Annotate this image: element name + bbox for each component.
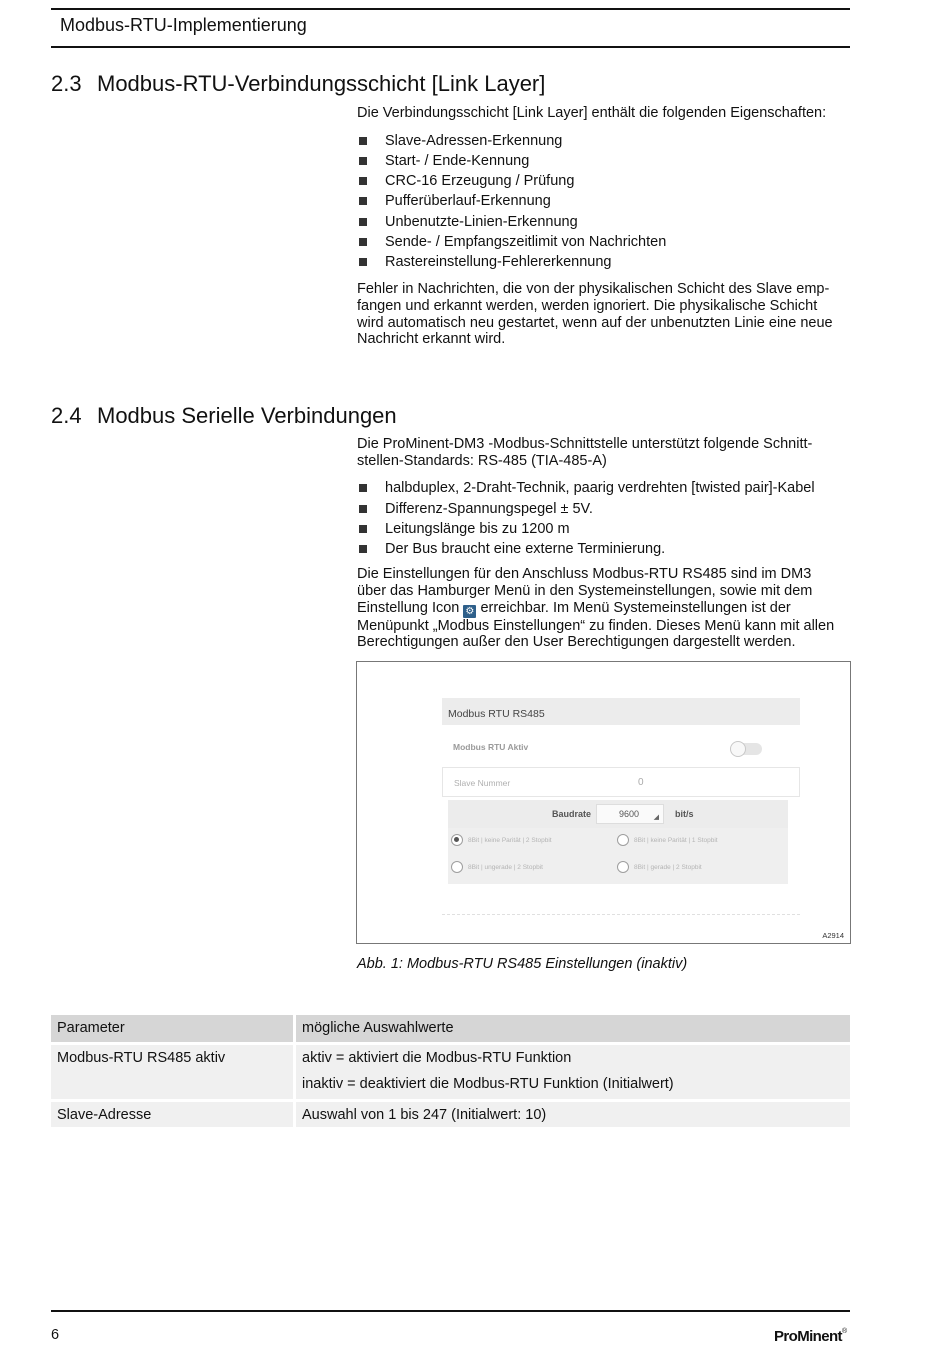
footer-rule xyxy=(51,1310,850,1312)
paragraph-line: über das Hamburger Menü in den Systemeinstellungen, sowie mit dem xyxy=(357,582,813,599)
logo-text: ProMinent xyxy=(774,1328,842,1345)
section-heading-2-4 xyxy=(51,403,397,429)
header-bottom-rule xyxy=(51,46,850,48)
option-label: 8Bit | keine Parität | 1 Stopbit xyxy=(634,837,718,844)
table-row xyxy=(51,1102,850,1127)
toggle-knob xyxy=(730,741,746,757)
table-row xyxy=(51,1045,850,1099)
gear-icon: ⚙ xyxy=(463,605,476,618)
value-line: Auswahl von 1 bis 247 (Initialwert: 10) xyxy=(302,1107,547,1123)
paragraph-line: Die Einstellungen für den Anschluss Modbus-RTU RS485 sind im DM3 xyxy=(357,566,812,583)
list-item: Differenz-Spannungspegel ± 5V. xyxy=(357,499,851,519)
radio-option-3[interactable] xyxy=(451,861,463,873)
cell-parameter xyxy=(51,1045,293,1099)
baudrate-value: 9600 xyxy=(619,809,640,819)
list-item: Rastereinstellung-Fehlererkennung xyxy=(357,252,851,272)
table-header-row xyxy=(51,1015,850,1042)
slave-number-label: Slave Nummer xyxy=(454,778,511,788)
header-label: Parameter xyxy=(57,1020,125,1036)
running-header-title: Modbus-RTU-Implementierung xyxy=(60,15,307,35)
active-label: Modbus RTU Aktiv xyxy=(453,742,529,752)
baudrate-label: Baudrate xyxy=(552,809,592,819)
cell-values xyxy=(296,1045,850,1099)
header-cell-values xyxy=(296,1015,850,1042)
radio-option-4[interactable] xyxy=(617,861,629,873)
radio-option-1[interactable] xyxy=(451,834,463,846)
header-label: mögliche Auswahlwerte xyxy=(302,1020,454,1036)
active-row xyxy=(442,732,800,762)
list-item: CRC-16 Erzeugung / Prüfung xyxy=(357,171,851,191)
caret-down-icon: ◢ xyxy=(653,814,659,821)
baudrate-unit: bit/s xyxy=(675,809,694,819)
parameter-name: Modbus-RTU RS485 aktiv xyxy=(57,1050,226,1066)
intro-paragraph xyxy=(357,436,851,469)
cell-parameter xyxy=(51,1102,293,1127)
baudrate-row xyxy=(448,800,788,828)
feature-list xyxy=(357,478,851,559)
slave-number-value: 0 xyxy=(638,777,644,788)
slave-number-field[interactable] xyxy=(442,767,800,797)
paragraph-line: fangen und erkannt werden, werden ignoriert. Die physikalische Schicht xyxy=(357,297,818,314)
paragraph-line: Berechtigungen außer den User Berechtigungen dargestellt werden. xyxy=(357,634,796,651)
settings-screenshot-figure xyxy=(356,661,851,944)
prominent-logo xyxy=(774,1328,847,1345)
section-number: 2.4 xyxy=(51,403,82,428)
value-line: aktiv = aktiviert die Modbus-RTU Funktion xyxy=(302,1050,572,1066)
page-number: 6 xyxy=(51,1327,60,1343)
header-top-rule xyxy=(51,8,850,10)
option-label: 8Bit | gerade | 2 Stopbit xyxy=(634,864,702,871)
value-line: inaktiv = deaktiviert die Modbus-RTU Funktion (Initialwert) xyxy=(302,1076,674,1092)
logo-registered-mark: ® xyxy=(841,1328,847,1335)
section-number: 2.3 xyxy=(51,71,82,96)
option-label: 8Bit | ungerade | 2 Stopbit xyxy=(468,864,543,871)
paragraph-line: Nachricht erkannt wird. xyxy=(357,331,506,348)
list-item: Pufferüberlauf-Erkennung xyxy=(357,191,851,211)
paragraph-line: wird automatisch neu gestartet, wenn auf der unbenutzten Linie eine neue xyxy=(357,314,833,331)
figure-caption: Abb. 1: Modbus-RTU RS485 Einstellungen (inaktiv) xyxy=(357,956,688,972)
list-item: Sende- / Empfangszeitlimit von Nachrichten xyxy=(357,232,851,252)
list-item: halbduplex, 2-Draht-Technik, paarig verdrehten [twisted pair]-Kabel xyxy=(357,478,851,498)
panel-title: Modbus RTU RS485 xyxy=(442,698,800,725)
paragraph-line: erreichbar. Im Menü Systemeinstellungen ist der xyxy=(480,599,791,616)
section-title: Modbus-RTU-Verbindungsschicht [Link Layer] xyxy=(97,71,546,96)
error-paragraph xyxy=(357,281,851,348)
section-title: Modbus Serielle Verbindungen xyxy=(97,403,397,428)
cell-values xyxy=(296,1102,850,1127)
parity-options xyxy=(448,828,788,884)
paragraph-line: Einstellung Icon xyxy=(357,599,460,616)
intro-paragraph: Die Verbindungsschicht [Link Layer] enthält die folgenden Eigenschaften: xyxy=(357,105,827,121)
baudrate-select[interactable] xyxy=(596,804,664,824)
list-item: Der Bus braucht eine externe Terminierung. xyxy=(357,539,851,559)
feature-list xyxy=(357,131,851,272)
list-item: Unbenutzte-Linien-Erkennung xyxy=(357,212,851,232)
section-2-3-body xyxy=(357,105,851,348)
paragraph-line: Fehler in Nachrichten, die von der physikalischen Schicht des Slave emp- xyxy=(357,281,830,298)
paragraph-line: stellen-Standards: RS-485 (TIA-485-A) xyxy=(357,452,607,469)
list-item: Start- / Ende-Kennung xyxy=(357,151,851,171)
radio-option-2[interactable] xyxy=(617,834,629,846)
figure-code: A2914 xyxy=(822,931,844,940)
paragraph-line: Die ProMinent-DM3 -Modbus-Schnittstelle unterstützt folgende Schnitt- xyxy=(357,436,813,452)
section-heading-2-3 xyxy=(51,71,545,97)
active-toggle[interactable] xyxy=(732,743,762,755)
settings-paragraph xyxy=(357,566,851,651)
option-label: 8Bit | keine Parität | 2 Stopbit xyxy=(468,837,552,844)
panel-divider xyxy=(442,914,800,915)
parameter-name: Slave-Adresse xyxy=(57,1107,152,1123)
list-item: Leitungslänge bis zu 1200 m xyxy=(357,519,851,539)
section-2-4-body xyxy=(357,436,851,651)
header-cell-parameter xyxy=(51,1015,293,1042)
list-item: Slave-Adressen-Erkennung xyxy=(357,131,851,151)
paragraph-line: Menüpunkt „Modbus Einstellungen“ zu finden. Dieses Menü kann mit allen xyxy=(357,617,835,634)
modbus-settings-panel xyxy=(442,698,800,918)
